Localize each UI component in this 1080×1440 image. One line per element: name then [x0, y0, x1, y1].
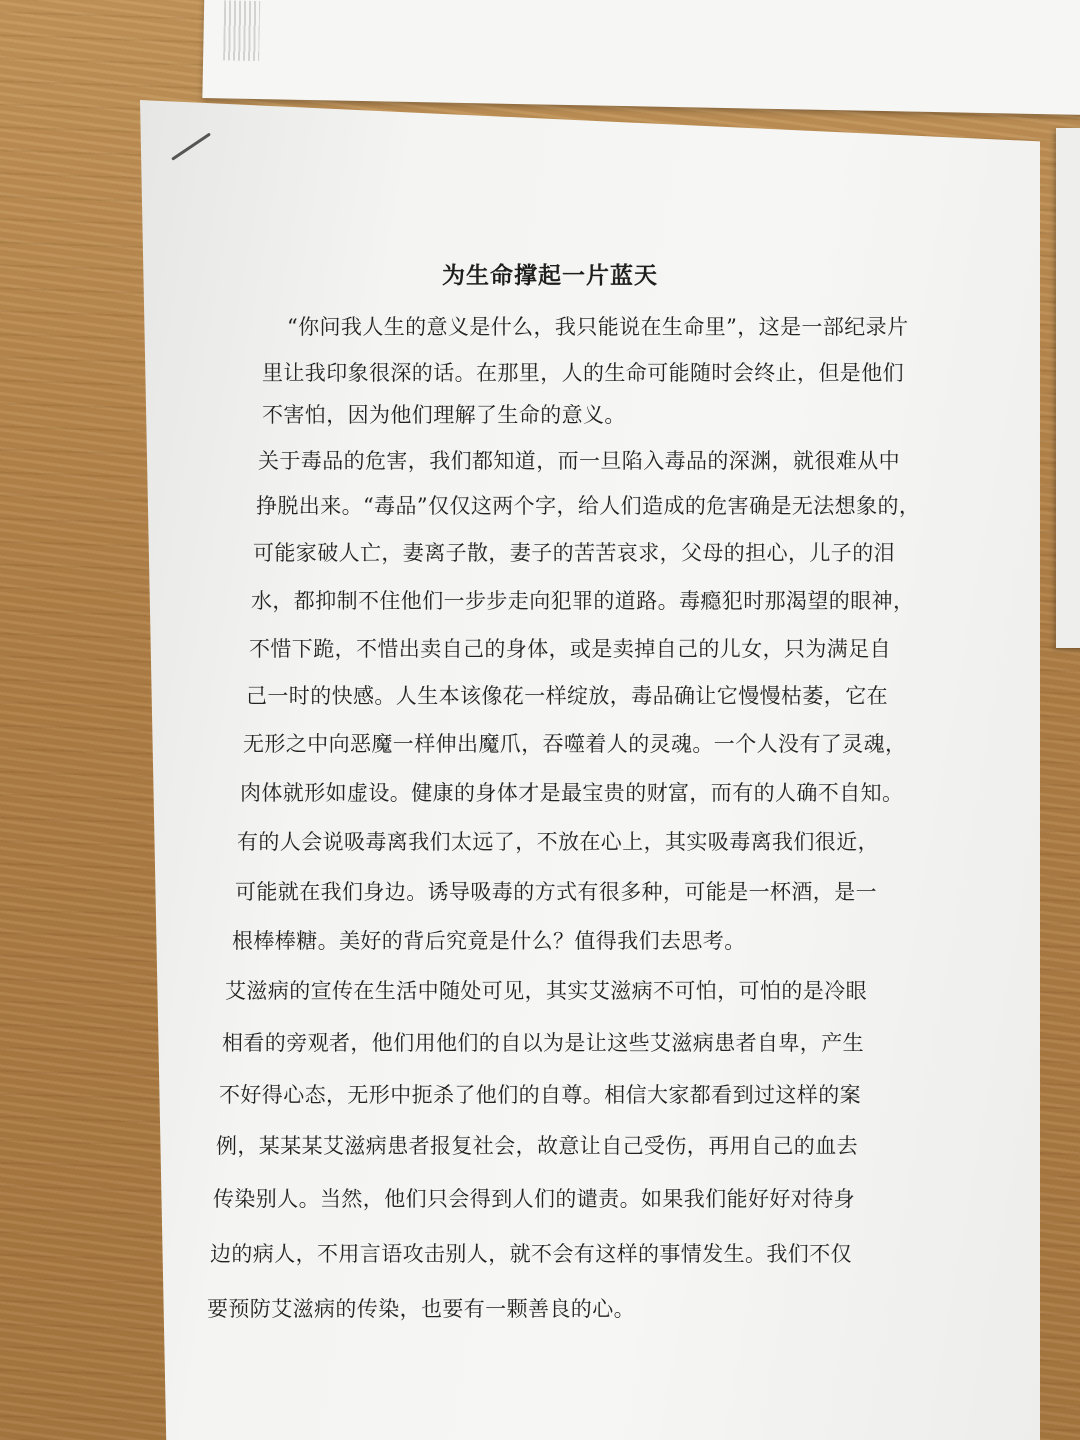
paragraph-line: 有的人会说吸毒离我们太远了，不放在心上，其实吸毒离我们很近， [237, 830, 879, 854]
paragraph-line: 挣脱出来。“毒品”仅仅这两个字，给人们造成的危害确是无法想象的， [256, 494, 921, 518]
paragraph-line: 边的病人，不用言语攻击别人，就不会有这样的事情发生。我们不仅 [210, 1242, 852, 1266]
paragraph-line: 关于毒品的危害，我们都知道，而一旦陷入毒品的深渊，就很难从中 [258, 449, 900, 473]
paragraph-line: 相看的旁观者，他们用他们的自以为是让这些艾滋病患者自卑，产生 [222, 1031, 864, 1055]
paragraph-line: 水，都抑制不住他们一步步走向犯罪的道路。毒瘾犯时那渴望的眼神， [251, 589, 915, 613]
paragraph-line: 例，某某某艾滋病患者报复社会，故意让自己受伤，再用自己的血去 [216, 1134, 858, 1158]
paragraph-line: 里让我印象很深的话。在那里，人的生命可能随时会终止，但是他们 [262, 361, 904, 385]
paragraph-line: 不害怕，因为他们理解了生命的意义。 [262, 403, 626, 427]
paragraph-line: “你问我人生的意义是什么，我只能说在生命里”，这是一部纪录片 [287, 315, 909, 339]
background-sheet-top [202, 0, 1080, 115]
paragraph-line: 不好得心态，无形中扼杀了他们的自尊。相信大家都看到过这样的案 [219, 1083, 861, 1107]
paragraph-line: 根棒棒糖。美好的背后究竟是什么？值得我们去思考。 [232, 929, 746, 953]
paragraph-line: 无形之中向恶魔一样伸出魔爪，吞噬着人的灵魂。一个人没有了灵魂， [243, 732, 907, 756]
paragraph-line: 可能家破人亡，妻离子散，妻子的苦苦哀求，父母的担心，儿子的泪 [253, 541, 895, 565]
paragraph-line: 要预防艾滋病的传染，也要有一颗善良的心。 [207, 1297, 635, 1321]
paragraph-line: 己一时的快感。人生本该像花一样绽放，毒品确让它慢慢枯萎，它在 [246, 684, 888, 708]
paragraph-line: 可能就在我们身边。诱导吸毒的方式有很多种，可能是一杯酒，是一 [235, 880, 877, 904]
sheet-scribble [223, 0, 260, 61]
paragraph-line: 不惜下跪，不惜出卖自己的身体，或是卖掉自己的儿女，只为满足自 [249, 637, 891, 661]
document-title: 为生命撑起一片蓝天 [442, 262, 658, 289]
paragraph-line: 艾滋病的宣传在生活中随处可见，其实艾滋病不可怕，可怕的是冷眼 [225, 979, 867, 1003]
paragraph-line: 传染别人。当然，他们只会得到人们的谴责。如果我们能好好对待身 [213, 1187, 855, 1211]
background-sheet-right [1056, 128, 1080, 648]
paragraph-line: 肉体就形如虚设。健康的身体才是最宝贵的财富，而有的人确不自知。 [240, 781, 904, 805]
